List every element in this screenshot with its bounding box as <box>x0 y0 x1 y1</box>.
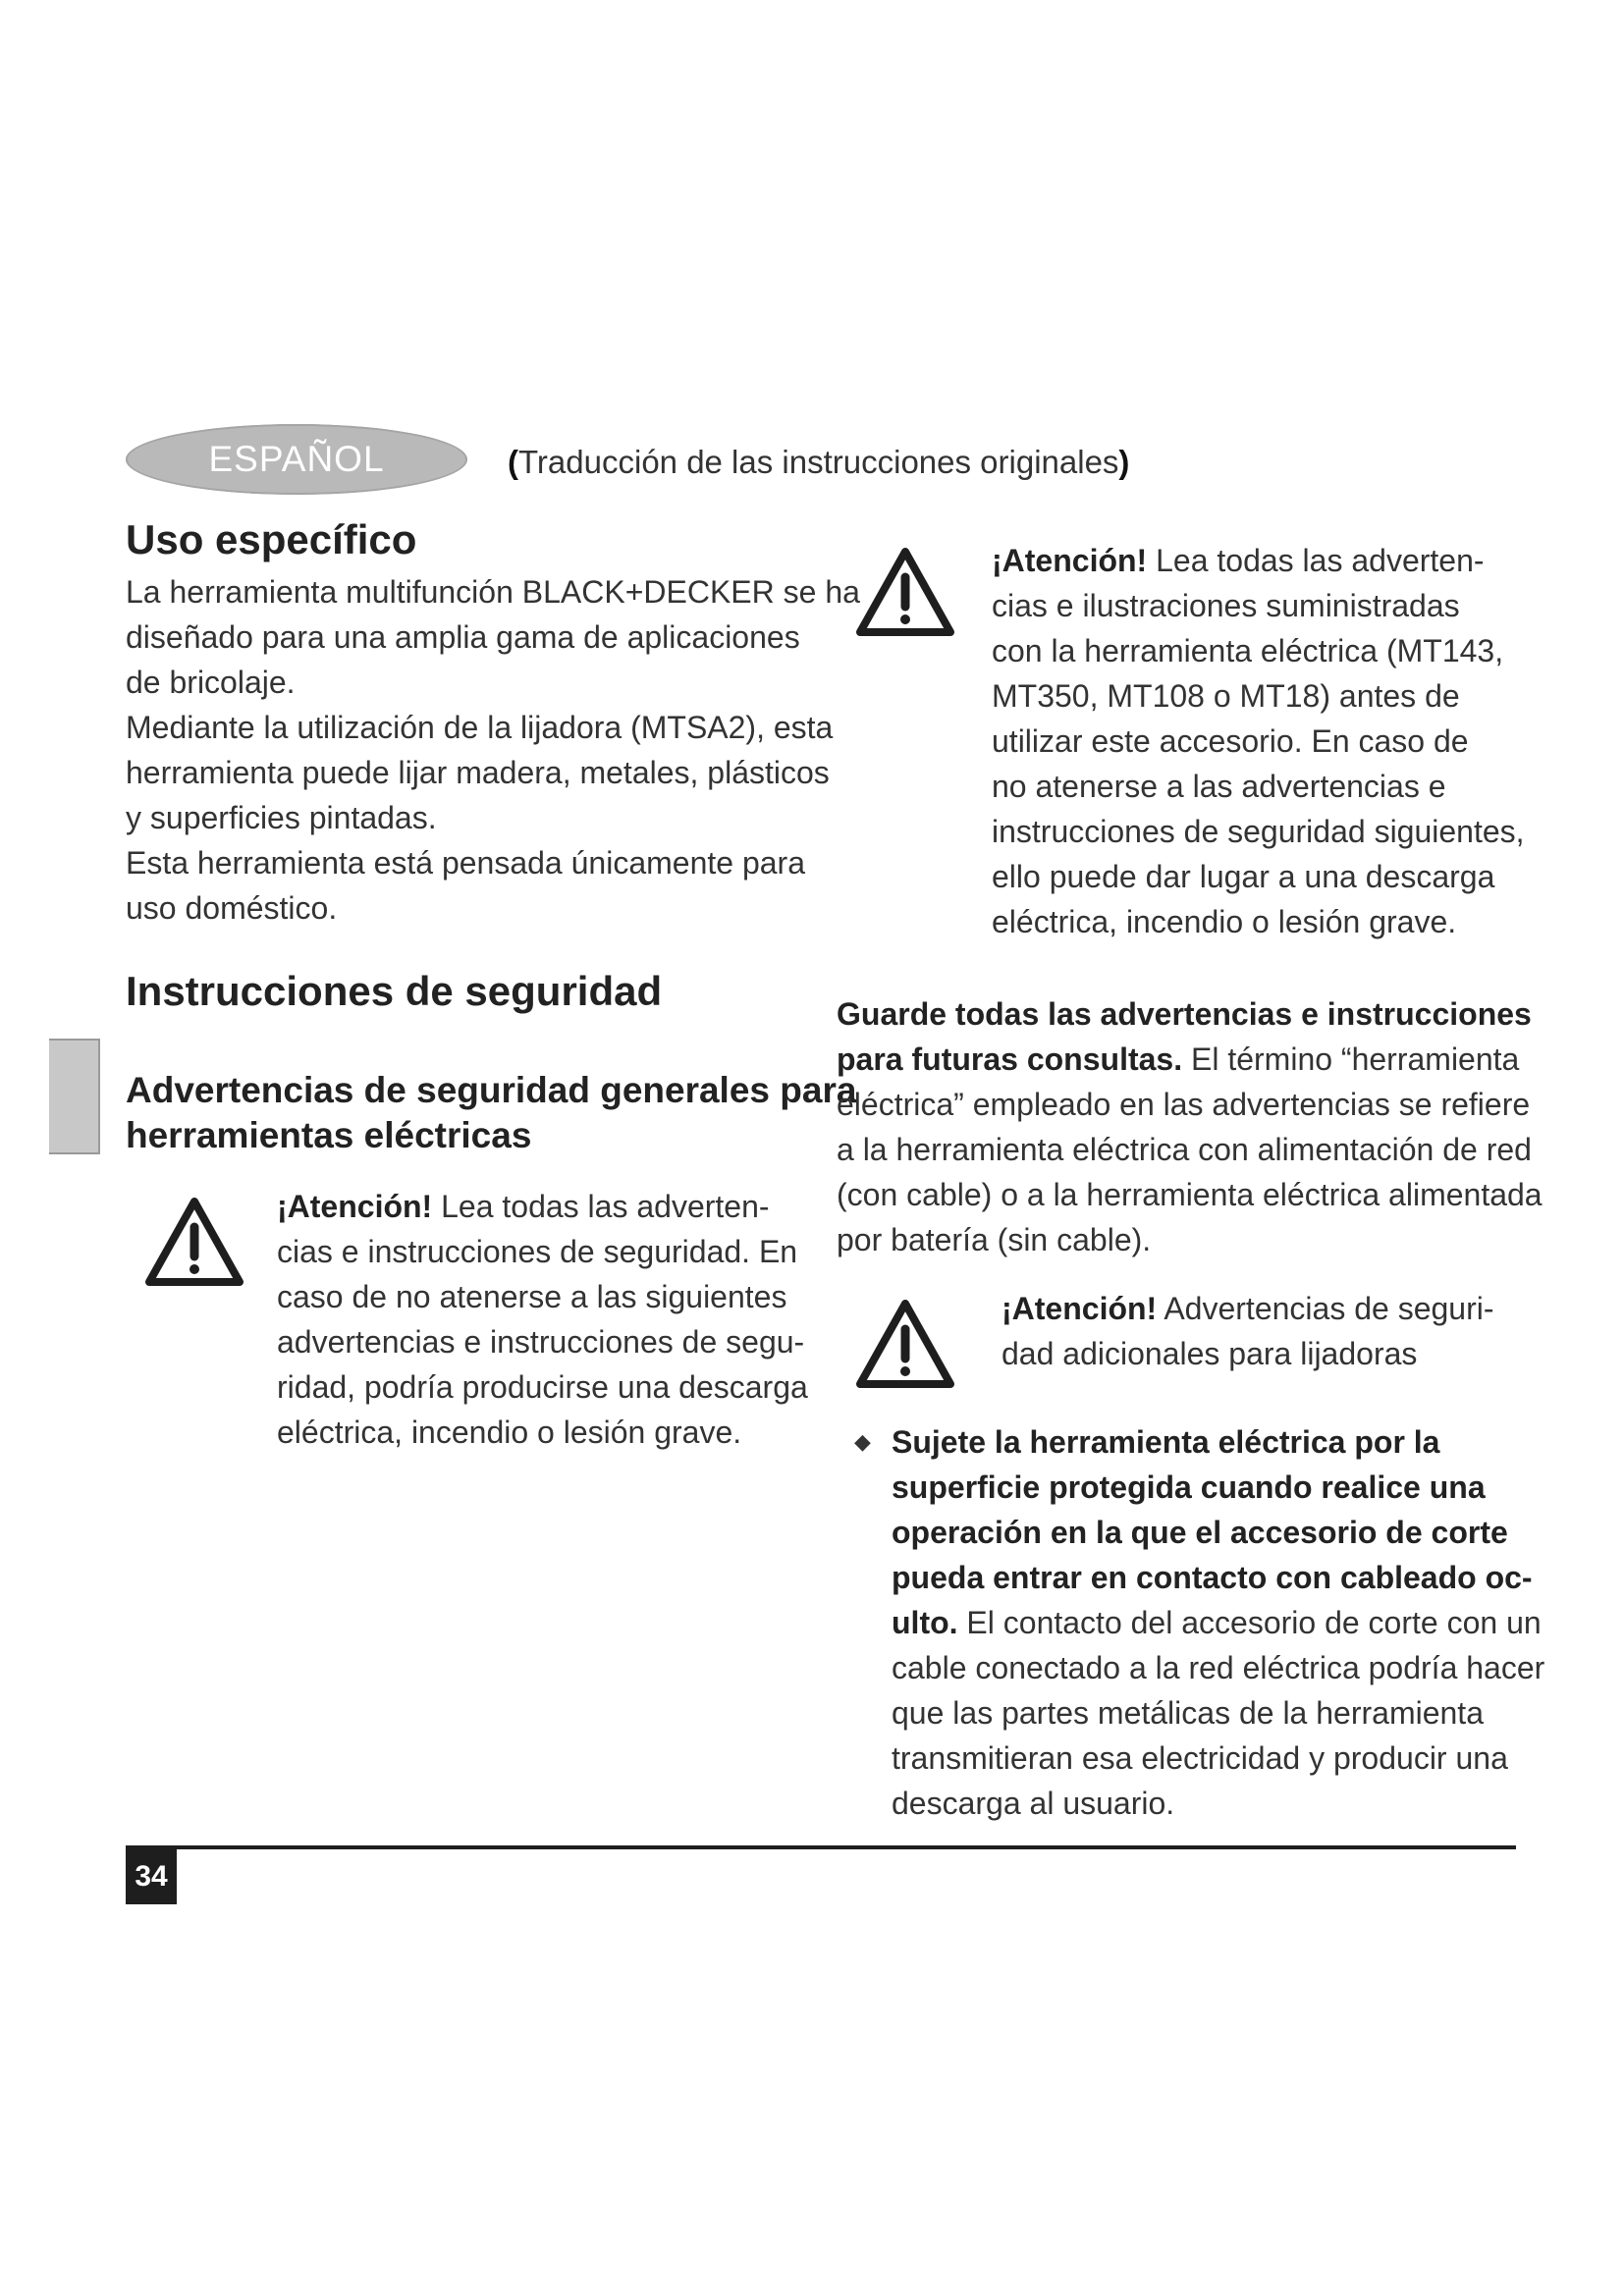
text-line: MT350, MT108 o MT18) antes de <box>992 678 1460 714</box>
text-line: uso doméstico. <box>126 890 338 926</box>
text-line: Mediante la utilización de la lijadora (MTSA2), esta <box>126 710 834 745</box>
text-line: advertencias e instrucciones de segu- <box>277 1324 805 1360</box>
text-line: por batería (sin cable). <box>837 1222 1152 1257</box>
subtitle-text: Traducción de las instrucciones originales <box>518 444 1119 480</box>
text-line: La herramienta multifunción BLACK+DECKER se ha <box>126 574 860 610</box>
text-line: ridad, podría producirse una descarga <box>277 1369 808 1405</box>
bullet-item-text <box>892 1419 1544 1826</box>
subtitle-close-paren: ) <box>1118 444 1130 480</box>
save-instructions-text <box>837 991 1543 1262</box>
section-title-uso-especifico: Uso específico <box>126 516 417 562</box>
text-line: descarga al usuario. <box>892 1786 1175 1821</box>
text-fragment: Advertencias de seguri- <box>1157 1291 1494 1326</box>
bold-text: para futuras consultas. <box>837 1041 1183 1077</box>
text-line: Esta herramienta está pensada únicamente para <box>126 845 805 881</box>
bold-text: pueda entrar en contacto con cableado oc- <box>892 1560 1533 1595</box>
title-line: Advertencias de seguridad generales para <box>126 1070 857 1110</box>
language-badge-label: ESPAÑOL <box>208 439 385 479</box>
text-fragment: El término “herramienta <box>1182 1041 1520 1077</box>
text-line: caso de no atenerse a las siguientes <box>277 1279 787 1314</box>
text-line: transmitieran esa electricidad y producir una <box>892 1740 1508 1776</box>
text-line: a la herramienta eléctrica con alimentación de red <box>837 1132 1532 1167</box>
bold-text: Guarde todas las advertencias e instrucciones <box>837 996 1532 1032</box>
text-line <box>892 1419 1544 1465</box>
warning-triangle-icon <box>143 1196 245 1288</box>
attention-label: ¡Atención! <box>992 543 1148 578</box>
text-line: cable conectado a la red eléctrica podría hacer <box>892 1650 1545 1685</box>
text-line: cias e instrucciones de seguridad. En <box>277 1234 798 1269</box>
text-line: no atenerse a las advertencias e <box>992 769 1446 804</box>
text-line <box>892 1555 1544 1600</box>
text-line: cias e ilustraciones suministradas <box>992 588 1460 623</box>
text-line <box>837 1037 1543 1082</box>
bold-text: Sujete la herramienta eléctrica por la <box>892 1424 1440 1460</box>
text-line <box>892 1465 1544 1510</box>
text-line <box>837 991 1543 1037</box>
subtitle-open-paren: ( <box>508 444 518 480</box>
text-line: dad adicionales para lijadoras <box>1001 1336 1418 1371</box>
text-line: con la herramienta eléctrica (MT143, <box>992 633 1504 668</box>
text-line <box>892 1510 1544 1555</box>
text-line: y superficies pintadas. <box>126 800 437 835</box>
text-line <box>277 1184 808 1229</box>
text-fragment: Lea todas las adverten- <box>432 1189 770 1224</box>
general-warning-text <box>277 1184 808 1455</box>
section-title-instrucciones-seguridad: Instrucciones de seguridad <box>126 968 663 1014</box>
text-line: herramienta puede lijar madera, metales, plásticos <box>126 755 830 790</box>
section-title-advertencias-generales <box>126 1068 856 1158</box>
text-line <box>992 538 1525 583</box>
bold-text: superficie protegida cuando realice una <box>892 1469 1486 1505</box>
text-line <box>892 1600 1544 1645</box>
text-line: instrucciones de seguridad siguientes, <box>992 814 1525 849</box>
text-line: ello puede dar lugar a una descarga <box>992 859 1495 894</box>
text-line: utilizar este accesorio. En caso de <box>992 723 1469 759</box>
text-line: (con cable) o a la herramienta eléctrica alimentada <box>837 1177 1543 1212</box>
text-line: de bricolaje. <box>126 665 296 700</box>
footer-rule <box>126 1845 1516 1849</box>
title-line: herramientas eléctricas <box>126 1115 532 1155</box>
bullet-diamond-icon: ◆ <box>854 1429 871 1454</box>
text-line <box>1001 1286 1494 1331</box>
text-line: eléctrica, incendio o lesión grave. <box>992 904 1457 939</box>
warning-triangle-icon <box>854 546 956 638</box>
bold-text: ulto. <box>892 1605 958 1640</box>
page-number: 34 <box>126 1849 177 1904</box>
text-line: eléctrica, incendio o lesión grave. <box>277 1415 742 1450</box>
text-fragment: El contacto del accesorio de corte con un <box>957 1605 1542 1640</box>
uso-especifico-text <box>126 569 860 931</box>
accessory-warning-text <box>992 538 1525 944</box>
sander-warning-text <box>1001 1286 1494 1376</box>
text-line: que las partes metálicas de la herramienta <box>892 1695 1484 1731</box>
bold-text: operación en la que el accesorio de corte <box>892 1515 1508 1550</box>
subtitle <box>508 444 1129 481</box>
attention-label: ¡Atención! <box>277 1189 433 1224</box>
warning-triangle-icon <box>854 1298 956 1390</box>
text-line: diseñado para una amplia gama de aplicaciones <box>126 619 800 655</box>
side-tab-marker <box>49 1039 100 1154</box>
attention-label: ¡Atención! <box>1001 1291 1158 1326</box>
text-line: eléctrica” empleado en las advertencias se refiere <box>837 1087 1531 1122</box>
text-fragment: Lea todas las adverten- <box>1147 543 1485 578</box>
